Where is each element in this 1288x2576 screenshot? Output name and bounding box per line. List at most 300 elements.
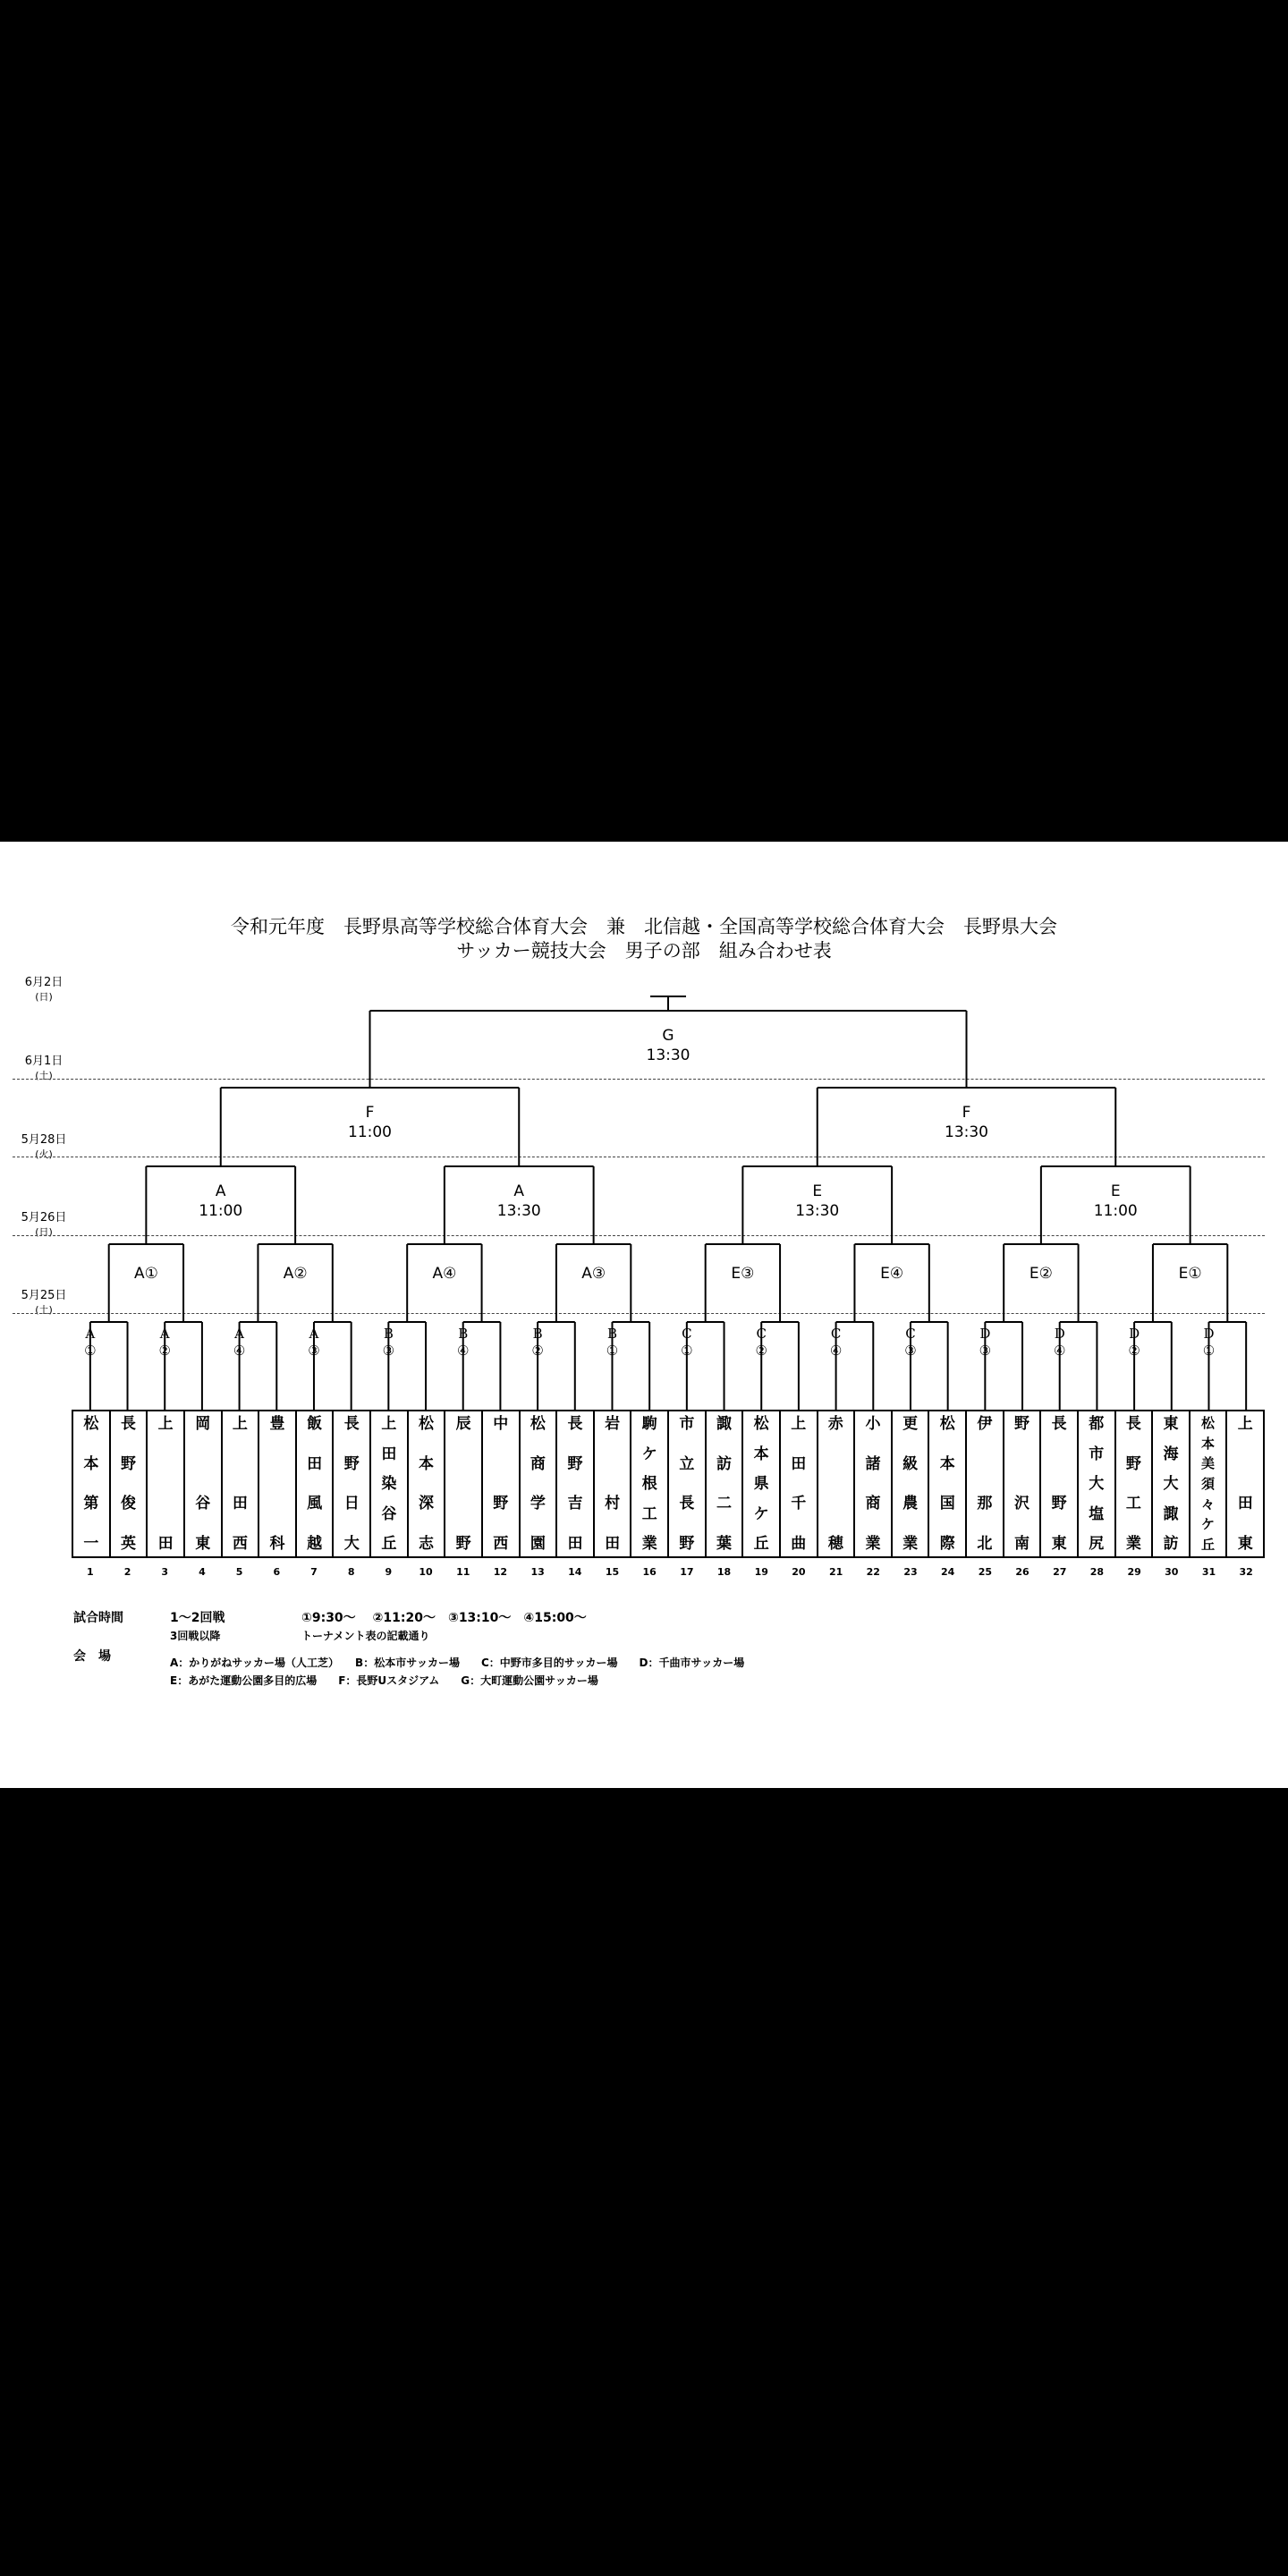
team-name-char: 深	[418, 1495, 434, 1513]
round1-match-venue: C	[682, 1326, 692, 1342]
round1-match-venue: B	[606, 1326, 617, 1342]
team-name-char: 野	[455, 1534, 471, 1553]
team-cell	[1077, 1411, 1114, 1556]
time-note: トーナメント表の記載通り	[301, 1630, 430, 1642]
round1-match-venue: D	[1054, 1326, 1065, 1342]
team-name-char: 東	[195, 1534, 211, 1553]
team-number: 16	[642, 1566, 657, 1578]
team-name-char	[982, 1455, 987, 1473]
final-match-time: 13:30	[646, 1046, 691, 1064]
team-name-char: 一	[83, 1534, 99, 1553]
team-number: 17	[680, 1566, 694, 1578]
team-name-char: 長	[1125, 1415, 1141, 1433]
team-name-char: 丘	[753, 1535, 769, 1553]
team-cell	[332, 1411, 369, 1556]
team-name-char: 谷	[381, 1504, 397, 1523]
team-name-char: 西	[493, 1534, 509, 1553]
team-name-char: 諏	[716, 1415, 732, 1433]
team-name-char: 西	[232, 1534, 248, 1553]
team-name-char: 本	[1201, 1435, 1216, 1452]
team-name-char: 工	[641, 1504, 657, 1523]
team-name-char: 長	[120, 1415, 136, 1433]
team-cell	[630, 1411, 667, 1556]
team-cell	[1225, 1411, 1263, 1556]
venues-line-2: E：あがた運動公園多目的広場 F：長野Uスタジアム G：大町運動公園サッカー場	[170, 1674, 598, 1687]
title-line-1: 令和元年度 長野県高等学校総合体育大会 兼 北信越・全国高等学校総合体育大会 長野県大会	[231, 916, 1057, 937]
team-name-char: 海	[1163, 1445, 1179, 1463]
round1-match-time: ③	[308, 1343, 320, 1359]
round1-match-time: ①	[681, 1343, 693, 1359]
team-name-char	[461, 1495, 466, 1513]
team-name-char: 国	[939, 1495, 955, 1513]
team-cell	[1003, 1411, 1040, 1556]
final-match	[614, 1026, 722, 1065]
team-name-char	[275, 1495, 280, 1513]
team-number: 4	[199, 1566, 206, 1578]
team-name-char: 上	[1237, 1415, 1253, 1433]
team-name-char: 本	[939, 1454, 955, 1473]
time-round3: 3回戦以降	[170, 1630, 221, 1642]
team-name-char: 志	[418, 1534, 434, 1553]
team-name-char: 丘	[381, 1535, 397, 1553]
venues-line-1: A：かりがねサッカー場（人工芝） B：松本市サッカー場 C：中野市多目的サッカー場 D：千曲市サッカー場	[170, 1657, 745, 1669]
round2-match	[987, 1264, 1095, 1284]
team-number: 12	[493, 1566, 508, 1578]
team-name-char: 小	[865, 1415, 881, 1433]
round1-match-venue: A	[159, 1326, 170, 1342]
round1-match-venue: B	[383, 1326, 394, 1342]
round1-match	[1121, 1326, 1148, 1360]
team-name-char	[163, 1495, 168, 1513]
team-name-char: 商	[865, 1495, 881, 1513]
team-name-char: 東	[1237, 1534, 1253, 1553]
semifinal-match-venue: F	[962, 1104, 971, 1122]
team-name-char: 長	[567, 1415, 583, 1433]
team-name-char: 須	[1201, 1475, 1216, 1492]
quarterfinal-match-venue: E	[812, 1182, 823, 1200]
round1-match-time: ②	[158, 1343, 171, 1359]
team-number: 21	[828, 1566, 843, 1578]
team-name-char: 葉	[716, 1534, 732, 1553]
round1-match	[598, 1326, 625, 1360]
quarterfinal-match-time: 13:30	[496, 1202, 541, 1220]
team-name-char: 科	[269, 1534, 285, 1553]
team-name-char: 日	[343, 1495, 360, 1513]
round1-match-time: ④	[456, 1343, 470, 1359]
team-cell	[221, 1411, 258, 1556]
round1-match-time: ③	[382, 1343, 395, 1359]
round-date-text: 5月26日	[21, 1211, 67, 1224]
team-name-char: 田	[567, 1534, 583, 1553]
round2-match	[242, 1264, 349, 1284]
team-name-char: 業	[865, 1534, 881, 1553]
team-name-char: 野	[1013, 1415, 1030, 1433]
round1-match	[823, 1326, 850, 1360]
team-number: 13	[530, 1566, 545, 1578]
team-name-char: 業	[1125, 1534, 1141, 1553]
team-name-char: 上	[791, 1415, 807, 1433]
team-name-char: 岩	[605, 1415, 621, 1433]
team-name-char: 飯	[307, 1415, 323, 1433]
team-number: 1	[87, 1566, 94, 1578]
team-name-char: 吉	[567, 1495, 583, 1513]
team-name-char: 那	[977, 1495, 993, 1513]
round1-match-venue: D	[979, 1326, 991, 1342]
quarterfinal-match	[764, 1182, 871, 1221]
team-name-char: 第	[83, 1495, 99, 1513]
team-cell	[1151, 1411, 1189, 1556]
team-name-char: 市	[679, 1415, 695, 1433]
team-name-char: 田	[605, 1534, 621, 1553]
team-name-char: ケ	[1201, 1516, 1216, 1533]
team-number: 15	[605, 1566, 620, 1578]
team-name-char: 園	[530, 1534, 546, 1553]
quarterfinal-match-venue: E	[1110, 1182, 1121, 1200]
team-number: 29	[1127, 1566, 1141, 1578]
team-number: 30	[1165, 1566, 1179, 1578]
round-dow-text: (土)	[35, 1070, 53, 1081]
team-name-char: 二	[716, 1495, 732, 1513]
round1-match-time: ④	[829, 1343, 843, 1359]
round1-match-venue: B	[458, 1326, 469, 1342]
team-name-char: 俊	[120, 1495, 136, 1513]
round2-match-venue: E④	[880, 1265, 904, 1283]
team-cell	[1189, 1411, 1226, 1556]
team-numbers	[72, 1566, 1265, 1578]
team-name-char: 都	[1089, 1415, 1105, 1433]
round1-match	[301, 1326, 327, 1360]
team-name-char: 立	[679, 1454, 695, 1473]
round1-match-venue: A	[309, 1326, 319, 1342]
round-dow-text: (土)	[35, 1304, 53, 1316]
round1-match	[897, 1326, 924, 1360]
quarterfinal-match	[1062, 1182, 1169, 1221]
semifinal-match-venue: F	[365, 1104, 375, 1122]
round1-match-venue: A	[85, 1326, 96, 1342]
team-number: 7	[310, 1566, 318, 1578]
team-name-char	[275, 1455, 280, 1473]
round2-match	[391, 1264, 498, 1284]
quarterfinal-match	[167, 1182, 275, 1221]
team-cell	[965, 1411, 1003, 1556]
round2-match-venue: A②	[283, 1265, 308, 1283]
team-name-char: 上	[381, 1415, 397, 1433]
team-name-char: 根	[641, 1475, 657, 1493]
team-number: 23	[903, 1566, 918, 1578]
team-number: 26	[1015, 1566, 1030, 1578]
round1-match-venue: A	[234, 1326, 245, 1342]
round-date-text: 5月28日	[21, 1133, 67, 1147]
team-name-char: 南	[1013, 1534, 1030, 1553]
team-number: 27	[1053, 1566, 1067, 1578]
semifinal-match	[317, 1103, 424, 1142]
team-name-char: 松	[530, 1415, 546, 1433]
quarterfinal-match-venue: A	[513, 1182, 525, 1200]
team-name-char: 諸	[865, 1454, 881, 1473]
round1-match-venue: C	[756, 1326, 767, 1342]
team-name-char: 更	[902, 1415, 919, 1433]
round2-match-venue: A④	[432, 1265, 457, 1283]
team-name-char: 野	[679, 1534, 695, 1553]
round1-match-time: ②	[531, 1343, 544, 1359]
team-cell	[146, 1411, 183, 1556]
team-name-char: 工	[1125, 1495, 1141, 1513]
team-cell	[481, 1411, 519, 1556]
team-name-char: 野	[120, 1454, 136, 1473]
team-name-char	[200, 1455, 206, 1473]
semifinal-match-time: 13:30	[945, 1123, 988, 1141]
round1-match-venue: D	[1203, 1326, 1215, 1342]
round1-match	[674, 1326, 700, 1360]
team-name-char: 級	[902, 1454, 919, 1473]
team-name-char: 諏	[1163, 1504, 1179, 1523]
team-name-char: 上	[232, 1415, 248, 1433]
team-name-char: 丘	[1201, 1536, 1216, 1553]
round1-match	[375, 1326, 402, 1360]
team-table	[72, 1410, 1265, 1558]
team-number: 22	[866, 1566, 880, 1578]
team-cell	[1039, 1411, 1077, 1556]
team-name-char: 田	[1237, 1495, 1253, 1513]
team-number: 11	[456, 1566, 470, 1578]
round-dow-text: (日)	[35, 991, 53, 1003]
team-number: 3	[161, 1566, 169, 1578]
team-cell	[555, 1411, 593, 1556]
team-number: 24	[941, 1566, 955, 1578]
team-name-char: 際	[939, 1534, 955, 1553]
round1-match	[748, 1326, 775, 1360]
round2-match-venue: E②	[1029, 1265, 1053, 1283]
round1-match-time: ①	[1202, 1343, 1216, 1359]
team-name-char: 東	[1051, 1534, 1067, 1553]
time-slots: ①9:30～ ②11:20～ ③13:10～ ④15:00～	[301, 1611, 587, 1625]
team-number: 2	[123, 1566, 131, 1578]
team-name-char: 野	[567, 1454, 583, 1473]
team-name-char: 北	[977, 1534, 993, 1553]
team-name-char: 越	[307, 1534, 323, 1553]
round1-match	[524, 1326, 551, 1360]
round1-match-venue: B	[532, 1326, 543, 1342]
team-number: 9	[385, 1566, 393, 1578]
team-cell	[1114, 1411, 1152, 1556]
round-date-text: 6月1日	[24, 1055, 64, 1068]
team-number: 5	[235, 1566, 243, 1578]
team-name-char	[1019, 1455, 1024, 1473]
team-cell	[73, 1411, 109, 1556]
team-name-char: 松	[1201, 1415, 1216, 1431]
quarterfinal-match-time: 11:00	[1093, 1202, 1138, 1220]
team-name-char: 松	[418, 1415, 434, 1433]
round1-match-venue: D	[1129, 1326, 1140, 1342]
round1-match-time: ②	[1128, 1343, 1140, 1359]
team-name-char: 田	[307, 1454, 323, 1473]
team-name-char: 市	[1089, 1445, 1105, 1463]
team-name-char: 松	[83, 1415, 99, 1433]
round2-match-venue: A①	[133, 1265, 158, 1283]
team-name-char	[163, 1455, 168, 1473]
team-name-char: 田	[381, 1445, 397, 1463]
round1-match	[1195, 1326, 1222, 1360]
team-number: 32	[1239, 1566, 1253, 1578]
team-number: 18	[716, 1566, 732, 1578]
round2-match	[689, 1264, 796, 1284]
round1-match-time: ①	[84, 1343, 97, 1359]
team-name-char: 々	[1201, 1496, 1216, 1513]
team-name-char: 穂	[827, 1534, 843, 1553]
round1-match	[450, 1326, 477, 1360]
round1-match-time: ④	[1053, 1343, 1066, 1359]
quarterfinal-match-time: 13:30	[795, 1202, 840, 1220]
team-name-char: 野	[1051, 1495, 1067, 1513]
team-name-char: 尻	[1089, 1535, 1105, 1553]
team-name-char: 田	[791, 1454, 807, 1473]
team-name-char	[833, 1455, 838, 1473]
round-dow-text: (火)	[35, 1148, 53, 1160]
time-round12: 1～2回戦	[170, 1611, 225, 1625]
team-name-char: 農	[902, 1495, 919, 1513]
team-number: 28	[1089, 1566, 1105, 1578]
team-name-char: 長	[679, 1495, 695, 1513]
team-name-char	[237, 1455, 242, 1473]
team-cell	[667, 1411, 705, 1556]
team-number: 19	[754, 1566, 768, 1578]
round1-match-time: ③	[979, 1343, 992, 1359]
round-dow-text: (日)	[35, 1226, 53, 1238]
team-name-char: 中	[493, 1415, 509, 1433]
round1-match	[151, 1326, 178, 1360]
team-cell	[705, 1411, 742, 1556]
team-name-char: 風	[307, 1495, 323, 1513]
team-name-char: 本	[753, 1445, 769, 1463]
team-name-char: 駒	[641, 1415, 657, 1433]
team-name-char: 村	[605, 1495, 621, 1513]
semifinal-match-time: 11:00	[348, 1123, 392, 1141]
round1-match-time: ④	[233, 1343, 246, 1359]
round2-match-venue: A③	[581, 1265, 606, 1283]
team-name-char: 業	[902, 1534, 919, 1553]
team-name-char: 谷	[195, 1495, 211, 1513]
team-cell	[593, 1411, 631, 1556]
team-name-char: 東	[1163, 1415, 1179, 1433]
team-name-char: 染	[381, 1475, 397, 1493]
team-name-char: 沢	[1013, 1495, 1030, 1513]
team-name-char: 辰	[455, 1415, 471, 1433]
team-cell	[741, 1411, 779, 1556]
round-date-text: 5月25日	[21, 1289, 67, 1302]
venue-label: 会 場	[73, 1649, 111, 1664]
team-name-char: 本	[418, 1454, 434, 1473]
time-label: 試合時間	[73, 1611, 123, 1625]
team-number: 8	[347, 1566, 355, 1578]
team-name-char: 長	[343, 1415, 360, 1433]
team-name-char: 田	[157, 1534, 174, 1553]
team-name-char: 美	[1201, 1455, 1216, 1472]
team-cell	[258, 1411, 295, 1556]
tournament-sheet	[0, 842, 1288, 1788]
title-line-2: サッカー競技大会 男子の部 組み合わせ表	[456, 940, 832, 962]
team-cell	[519, 1411, 556, 1556]
quarterfinal-match-time: 11:00	[199, 1202, 243, 1220]
team-cell	[444, 1411, 481, 1556]
team-name-char: 県	[753, 1475, 769, 1493]
round1-match-time: ②	[755, 1343, 767, 1359]
team-name-char: 赤	[827, 1415, 843, 1433]
team-name-char: 英	[120, 1534, 136, 1553]
team-name-char: 商	[530, 1454, 546, 1473]
semifinal-match	[913, 1103, 1021, 1142]
round-date-text: 6月2日	[24, 976, 64, 989]
team-cell	[369, 1411, 407, 1556]
team-name-char	[461, 1455, 466, 1473]
team-name-char: 岡	[195, 1415, 211, 1433]
round1-match-venue: C	[830, 1326, 842, 1342]
team-number: 14	[568, 1566, 582, 1578]
team-number: 6	[273, 1566, 281, 1578]
bracket-lines	[0, 842, 1288, 1414]
team-name-char: ケ	[753, 1504, 769, 1523]
team-name-char	[1242, 1455, 1248, 1473]
round1-match	[971, 1326, 998, 1360]
team-name-char: 訪	[1163, 1535, 1179, 1553]
team-name-char: 千	[791, 1495, 807, 1513]
round2-match-venue: E③	[731, 1265, 755, 1283]
team-name-char: 大	[343, 1534, 360, 1553]
team-name-char	[610, 1455, 615, 1473]
team-cell	[928, 1411, 965, 1556]
team-cell	[183, 1411, 221, 1556]
round2-match	[540, 1264, 648, 1284]
team-name-char: 野	[343, 1454, 360, 1473]
round1-match-time: ①	[606, 1343, 619, 1359]
team-name-char: 学	[530, 1495, 546, 1513]
team-name-char: 曲	[791, 1534, 807, 1553]
team-name-char: 伊	[977, 1415, 993, 1433]
round1-match	[1046, 1326, 1073, 1360]
team-number: 31	[1201, 1566, 1216, 1578]
team-cell	[817, 1411, 854, 1556]
round1-match-time: ③	[904, 1343, 917, 1359]
team-cell	[109, 1411, 147, 1556]
round2-match	[92, 1264, 199, 1284]
team-name-char: 松	[753, 1415, 769, 1433]
team-name-char: 松	[939, 1415, 955, 1433]
team-number: 20	[792, 1566, 806, 1578]
team-cell	[853, 1411, 891, 1556]
team-name-char: 塩	[1089, 1504, 1105, 1523]
team-name-char: 本	[83, 1454, 99, 1473]
team-name-char: 野	[1125, 1454, 1141, 1473]
team-name-char: 野	[493, 1495, 509, 1513]
team-number: 10	[419, 1566, 433, 1578]
team-name-char	[833, 1495, 838, 1513]
team-number: 25	[978, 1566, 992, 1578]
team-name-char: 豊	[269, 1415, 285, 1433]
team-name-char: 大	[1089, 1475, 1105, 1493]
round1-match	[77, 1326, 104, 1360]
team-name-char: 上	[157, 1415, 174, 1433]
team-name-char: 田	[232, 1495, 248, 1513]
team-name-char: 訪	[716, 1454, 732, 1473]
team-name-char: ケ	[641, 1445, 657, 1463]
team-cell	[779, 1411, 817, 1556]
round2-match	[838, 1264, 945, 1284]
team-cell	[295, 1411, 333, 1556]
final-match-venue: G	[662, 1027, 674, 1045]
team-name-char: 長	[1051, 1415, 1067, 1433]
quarterfinal-match	[465, 1182, 572, 1221]
team-cell	[891, 1411, 928, 1556]
team-name-char	[1056, 1455, 1062, 1473]
